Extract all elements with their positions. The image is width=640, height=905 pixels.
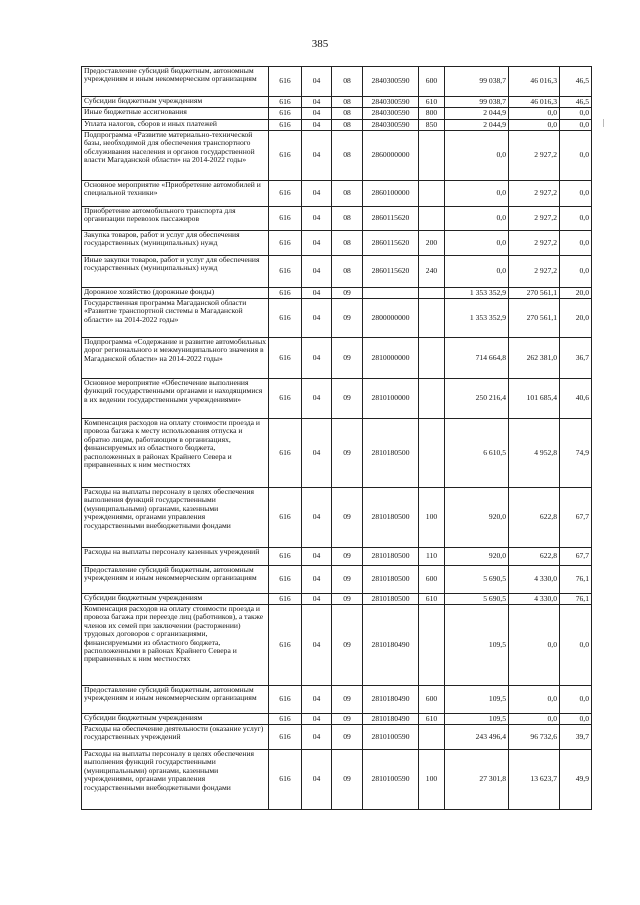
- ved-code: 616: [269, 605, 302, 686]
- target-article: 2860000000: [363, 131, 419, 181]
- row-name: Иные закупки товаров, работ и услуг для обеспечения государственных (муниципальных) нужд: [82, 256, 269, 288]
- section-code: 04: [302, 686, 332, 714]
- subsection-code: 09: [332, 338, 363, 379]
- actual-amount: 4 330,0: [509, 594, 560, 605]
- ved-code: 616: [269, 725, 302, 750]
- ved-code: 616: [269, 338, 302, 379]
- table-row: [82, 120, 592, 131]
- plan-amount: 243 496,4: [445, 725, 509, 750]
- table-row: [82, 725, 592, 750]
- subsection-code: 08: [332, 97, 363, 108]
- subsection-code: 09: [332, 488, 363, 548]
- table-row: [82, 566, 592, 594]
- subsection-code: 09: [332, 594, 363, 605]
- percent-executed: 0,0: [560, 181, 592, 207]
- percent-executed: 36,7: [560, 338, 592, 379]
- actual-amount: 0,0: [509, 605, 560, 686]
- row-name: Подпрограмма «Развитие материально-технической базы, необходимой для обеспечения транспортного обслуживания населения и органов государственной власти Магаданской области» на 2014-2022 годы»: [82, 131, 269, 181]
- percent-executed: 0,0: [560, 256, 592, 288]
- target-article: 2860100000: [363, 181, 419, 207]
- target-article: [363, 288, 419, 299]
- expense-type: 600: [419, 686, 445, 714]
- section-code: 04: [302, 594, 332, 605]
- section-code: 04: [302, 97, 332, 108]
- table-row: [82, 548, 592, 566]
- expense-type: [419, 288, 445, 299]
- budget-table: [81, 66, 592, 810]
- row-name: Субсидии бюджетным учреждениям: [82, 594, 269, 605]
- plan-amount: 109,5: [445, 605, 509, 686]
- subsection-code: 09: [332, 299, 363, 338]
- ved-code: 616: [269, 594, 302, 605]
- row-name: Субсидии бюджетным учреждениям: [82, 97, 269, 108]
- target-article: 2810180500: [363, 566, 419, 594]
- actual-amount: 0,0: [509, 108, 560, 120]
- actual-amount: 2 927,2: [509, 231, 560, 256]
- table-row: [82, 288, 592, 299]
- row-name: Закупка товаров, работ и услуг для обеспечения государственных (муниципальных) нужд: [82, 231, 269, 256]
- ved-code: 616: [269, 256, 302, 288]
- percent-executed: 0,0: [560, 108, 592, 120]
- subsection-code: 09: [332, 548, 363, 566]
- subsection-code: 08: [332, 67, 363, 97]
- row-name: Расходы на выплаты персоналу в целях обеспечения выполнения функций государственными (муниципальными) органами, казенными учреждениями, органами управления государственными внебюджетными фондами: [82, 488, 269, 548]
- ved-code: 616: [269, 120, 302, 131]
- subsection-code: 09: [332, 750, 363, 810]
- section-code: 04: [302, 548, 332, 566]
- margin-mark: |: [603, 118, 605, 127]
- section-code: 04: [302, 488, 332, 548]
- expense-type: 850: [419, 120, 445, 131]
- plan-amount: 0,0: [445, 256, 509, 288]
- row-name: Государственная программа Магаданской области «Развитие транспортной системы в Магаданской области» на 2014-2022 годы»: [82, 299, 269, 338]
- subsection-code: 08: [332, 181, 363, 207]
- ved-code: 616: [269, 686, 302, 714]
- row-name: Расходы на выплаты персоналу казенных учреждений: [82, 548, 269, 566]
- ved-code: 616: [269, 566, 302, 594]
- target-article: 2860115620: [363, 207, 419, 231]
- ved-code: 616: [269, 181, 302, 207]
- table-row: [82, 67, 592, 97]
- actual-amount: 262 381,0: [509, 338, 560, 379]
- subsection-code: 09: [332, 686, 363, 714]
- section-code: 04: [302, 605, 332, 686]
- percent-executed: 0,0: [560, 714, 592, 725]
- plan-amount: 5 690,5: [445, 594, 509, 605]
- actual-amount: 622,8: [509, 488, 560, 548]
- subsection-code: 09: [332, 379, 363, 419]
- actual-amount: 0,0: [509, 686, 560, 714]
- row-name: Предоставление субсидий бюджетным, автономным учреждениям и иным некоммерческим организациям: [82, 566, 269, 594]
- percent-executed: 0,0: [560, 605, 592, 686]
- subsection-code: 08: [332, 207, 363, 231]
- table-row: [82, 131, 592, 181]
- subsection-code: 09: [332, 605, 363, 686]
- percent-executed: 0,0: [560, 231, 592, 256]
- section-code: 04: [302, 419, 332, 488]
- percent-executed: 0,0: [560, 686, 592, 714]
- target-article: 2840300590: [363, 67, 419, 97]
- table-row: [82, 750, 592, 810]
- expense-type: 600: [419, 566, 445, 594]
- section-code: 04: [302, 131, 332, 181]
- target-article: 2810180500: [363, 419, 419, 488]
- plan-amount: 27 301,8: [445, 750, 509, 810]
- expense-type: 100: [419, 488, 445, 548]
- table-row: [82, 379, 592, 419]
- row-name: Предоставление субсидий бюджетным, автономным учреждениям и иным некоммерческим организациям: [82, 686, 269, 714]
- expense-type: 600: [419, 67, 445, 97]
- expense-type: [419, 181, 445, 207]
- expense-type: [419, 207, 445, 231]
- actual-amount: 4 330,0: [509, 566, 560, 594]
- section-code: 04: [302, 299, 332, 338]
- expense-type: 100: [419, 750, 445, 810]
- table-row: [82, 299, 592, 338]
- expense-type: 240: [419, 256, 445, 288]
- plan-amount: 920,0: [445, 548, 509, 566]
- plan-amount: 250 216,4: [445, 379, 509, 419]
- ved-code: 616: [269, 288, 302, 299]
- expense-type: 610: [419, 97, 445, 108]
- row-name: Субсидии бюджетным учреждениям: [82, 714, 269, 725]
- table-row: [82, 181, 592, 207]
- table-row: [82, 338, 592, 379]
- subsection-code: 09: [332, 566, 363, 594]
- expense-type: 610: [419, 714, 445, 725]
- table-row: [82, 605, 592, 686]
- percent-executed: 0,0: [560, 120, 592, 131]
- actual-amount: 46 016,3: [509, 97, 560, 108]
- plan-amount: 99 038,7: [445, 97, 509, 108]
- plan-amount: 2 044,9: [445, 120, 509, 131]
- ved-code: 616: [269, 488, 302, 548]
- ved-code: 616: [269, 714, 302, 725]
- subsection-code: 08: [332, 108, 363, 120]
- section-code: 04: [302, 256, 332, 288]
- plan-amount: 1 353 352,9: [445, 288, 509, 299]
- actual-amount: 2 927,2: [509, 207, 560, 231]
- section-code: 04: [302, 288, 332, 299]
- table-row: [82, 594, 592, 605]
- target-article: 2840300590: [363, 97, 419, 108]
- ved-code: 616: [269, 419, 302, 488]
- table-row: [82, 256, 592, 288]
- table-body: [82, 67, 592, 810]
- plan-amount: 109,5: [445, 686, 509, 714]
- ved-code: 616: [269, 97, 302, 108]
- expense-type: [419, 338, 445, 379]
- percent-executed: 46,5: [560, 97, 592, 108]
- percent-executed: 0,0: [560, 131, 592, 181]
- target-article: 2810100590: [363, 750, 419, 810]
- percent-executed: 67,7: [560, 548, 592, 566]
- row-name: Компенсация расходов на оплату стоимости проезда и провоза багажа при переезде лиц (работников), а также членов их семей при заключении (расторжении) трудовых договоров с организациями, финансируемыми из областного бюджета, расположенными в районах Крайнего Севера и приравненных к ним местностях: [82, 605, 269, 686]
- ved-code: 616: [269, 231, 302, 256]
- percent-executed: 40,6: [560, 379, 592, 419]
- target-article: 2810180500: [363, 594, 419, 605]
- row-name: Предоставление субсидий бюджетным, автономным учреждениям и иным некоммерческим организациям: [82, 67, 269, 97]
- actual-amount: 0,0: [509, 714, 560, 725]
- row-name: Основное мероприятие «Обеспечение выполнения функций государственными органами и находящимися в их ведении государственными учреждениями»: [82, 379, 269, 419]
- plan-amount: 920,0: [445, 488, 509, 548]
- ved-code: 616: [269, 67, 302, 97]
- actual-amount: 2 927,2: [509, 256, 560, 288]
- actual-amount: 13 623,7: [509, 750, 560, 810]
- table-row: [82, 207, 592, 231]
- subsection-code: 09: [332, 288, 363, 299]
- percent-executed: 67,7: [560, 488, 592, 548]
- section-code: 04: [302, 67, 332, 97]
- actual-amount: 0,0: [509, 120, 560, 131]
- plan-amount: 5 690,5: [445, 566, 509, 594]
- row-name: Расходы на выплаты персоналу в целях обеспечения выполнения функций государственными (муниципальными) органами, казенными учреждениями, органами управления государственными внебюджетными фондами: [82, 750, 269, 810]
- ved-code: 616: [269, 131, 302, 181]
- expense-type: [419, 299, 445, 338]
- subsection-code: 09: [332, 714, 363, 725]
- section-code: 04: [302, 338, 332, 379]
- percent-executed: 20,0: [560, 299, 592, 338]
- row-name: Дорожное хозяйство (дорожные фонды): [82, 288, 269, 299]
- section-code: 04: [302, 181, 332, 207]
- plan-amount: 2 044,9: [445, 108, 509, 120]
- percent-executed: 20,0: [560, 288, 592, 299]
- row-name: Компенсация расходов на оплату стоимости проезда и провоза багажа к месту использования отпуска и обратно лицам, работающим в организациях, финансируемых из областного бюджета, расположенных в районах Крайнего Севера и приравненных к ним местностях: [82, 419, 269, 488]
- section-code: 04: [302, 108, 332, 120]
- page-number: 385: [311, 38, 329, 50]
- row-name: Подпрограмма «Содержание и развитие автомобильных дорог регионального и межмуниципального значения в Магаданской области» на 2014-2022 годы»: [82, 338, 269, 379]
- percent-executed: 49,9: [560, 750, 592, 810]
- percent-executed: 76,1: [560, 594, 592, 605]
- expense-type: 110: [419, 548, 445, 566]
- target-article: 2810180490: [363, 686, 419, 714]
- target-article: 2800000000: [363, 299, 419, 338]
- target-article: 2840300590: [363, 120, 419, 131]
- percent-executed: 74,9: [560, 419, 592, 488]
- expense-type: [419, 379, 445, 419]
- table-row: [82, 419, 592, 488]
- actual-amount: 2 927,2: [509, 131, 560, 181]
- expense-type: 200: [419, 231, 445, 256]
- section-code: 04: [302, 231, 332, 256]
- target-article: 2810180500: [363, 548, 419, 566]
- actual-amount: 270 561,1: [509, 288, 560, 299]
- actual-amount: 2 927,2: [509, 181, 560, 207]
- ved-code: 616: [269, 379, 302, 419]
- percent-executed: 0,0: [560, 207, 592, 231]
- table-row: [82, 97, 592, 108]
- target-article: 2810180490: [363, 605, 419, 686]
- expense-type: [419, 131, 445, 181]
- plan-amount: 109,5: [445, 714, 509, 725]
- actual-amount: 622,8: [509, 548, 560, 566]
- expense-type: [419, 419, 445, 488]
- target-article: 2810180490: [363, 714, 419, 725]
- actual-amount: 96 732,6: [509, 725, 560, 750]
- row-name: Иные бюджетные ассигнования: [82, 108, 269, 120]
- section-code: 04: [302, 207, 332, 231]
- section-code: 04: [302, 714, 332, 725]
- row-name: Расходы на обеспечение деятельности (оказание услуг) государственных учреждений: [82, 725, 269, 750]
- percent-executed: 76,1: [560, 566, 592, 594]
- table-row: [82, 714, 592, 725]
- ved-code: 616: [269, 108, 302, 120]
- expense-type: 800: [419, 108, 445, 120]
- plan-amount: 1 353 352,9: [445, 299, 509, 338]
- section-code: 04: [302, 120, 332, 131]
- target-article: 2860115620: [363, 256, 419, 288]
- plan-amount: 0,0: [445, 207, 509, 231]
- ved-code: 616: [269, 299, 302, 338]
- expense-type: [419, 725, 445, 750]
- target-article: 2860115620: [363, 231, 419, 256]
- ved-code: 616: [269, 207, 302, 231]
- section-code: 04: [302, 750, 332, 810]
- plan-amount: 0,0: [445, 181, 509, 207]
- row-name: Основное мероприятие «Приобретение автомобилей и специальной техники»: [82, 181, 269, 207]
- subsection-code: 08: [332, 131, 363, 181]
- row-name: Уплата налогов, сборов и иных платежей: [82, 120, 269, 131]
- section-code: 04: [302, 725, 332, 750]
- plan-amount: 99 038,7: [445, 67, 509, 97]
- plan-amount: 6 610,5: [445, 419, 509, 488]
- table-row: [82, 686, 592, 714]
- table-row: [82, 231, 592, 256]
- subsection-code: 08: [332, 231, 363, 256]
- row-name: Приобретение автомобильного транспорта для организации перевозок пассажиров: [82, 207, 269, 231]
- subsection-code: 09: [332, 419, 363, 488]
- expense-type: [419, 605, 445, 686]
- plan-amount: 714 664,8: [445, 338, 509, 379]
- percent-executed: 46,5: [560, 67, 592, 97]
- actual-amount: 270 561,1: [509, 299, 560, 338]
- target-article: 2810100590: [363, 725, 419, 750]
- section-code: 04: [302, 379, 332, 419]
- ved-code: 616: [269, 750, 302, 810]
- target-article: 2810180500: [363, 488, 419, 548]
- target-article: 2810000000: [363, 338, 419, 379]
- expense-type: 610: [419, 594, 445, 605]
- actual-amount: 101 685,4: [509, 379, 560, 419]
- actual-amount: 4 952,8: [509, 419, 560, 488]
- target-article: 2810100000: [363, 379, 419, 419]
- table-row: [82, 108, 592, 120]
- ved-code: 616: [269, 548, 302, 566]
- section-code: 04: [302, 566, 332, 594]
- subsection-code: 09: [332, 725, 363, 750]
- percent-executed: 39,7: [560, 725, 592, 750]
- table-row: [82, 488, 592, 548]
- plan-amount: 0,0: [445, 131, 509, 181]
- target-article: 2840300590: [363, 108, 419, 120]
- subsection-code: 08: [332, 120, 363, 131]
- subsection-code: 08: [332, 256, 363, 288]
- plan-amount: 0,0: [445, 231, 509, 256]
- actual-amount: 46 016,3: [509, 67, 560, 97]
